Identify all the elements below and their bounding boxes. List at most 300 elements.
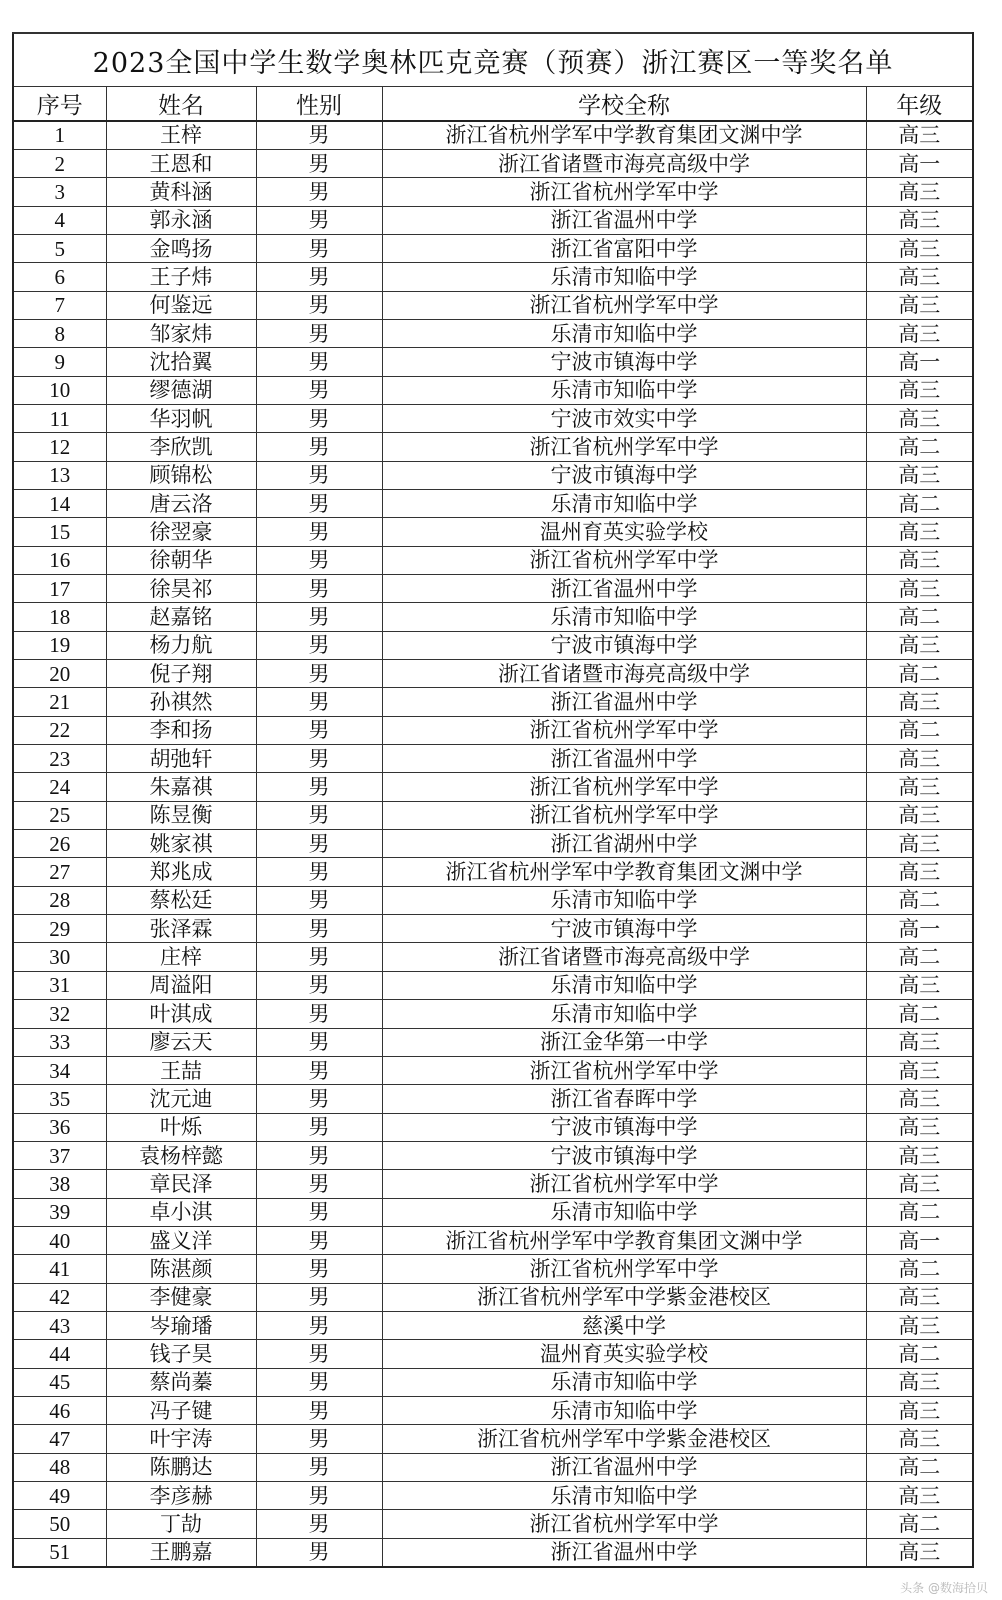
cell-index: 10 xyxy=(13,376,106,404)
cell-name: 卓小淇 xyxy=(106,1198,256,1226)
cell-grade: 高三 xyxy=(866,1538,973,1566)
cell-gender: 男 xyxy=(256,1425,382,1453)
cell-grade: 高三 xyxy=(866,1141,973,1169)
cell-school: 乐清市知临中学 xyxy=(382,319,866,347)
cell-gender: 男 xyxy=(256,404,382,432)
table-row xyxy=(13,830,973,858)
table-row xyxy=(13,688,973,716)
cell-index: 12 xyxy=(13,433,106,461)
cell-gender: 男 xyxy=(256,149,382,177)
cell-school: 宁波市镇海中学 xyxy=(382,461,866,489)
cell-school: 浙江省杭州学军中学 xyxy=(382,1056,866,1084)
cell-grade: 高三 xyxy=(866,1085,973,1113)
cell-school: 宁波市镇海中学 xyxy=(382,348,866,376)
cell-name: 金鸣扬 xyxy=(106,234,256,262)
cell-name: 王喆 xyxy=(106,1056,256,1084)
table-row xyxy=(13,886,973,914)
cell-grade: 高三 xyxy=(866,631,973,659)
cell-grade: 高三 xyxy=(866,1368,973,1396)
cell-grade: 高一 xyxy=(866,1226,973,1254)
table-row xyxy=(13,178,973,206)
cell-gender: 男 xyxy=(256,1538,382,1566)
cell-grade: 高二 xyxy=(866,1340,973,1368)
cell-name: 邹家炜 xyxy=(106,319,256,347)
table-row xyxy=(13,575,973,603)
cell-grade: 高三 xyxy=(866,234,973,262)
cell-index: 27 xyxy=(13,858,106,886)
cell-gender: 男 xyxy=(256,1056,382,1084)
table-row xyxy=(13,1056,973,1084)
cell-school: 浙江金华第一中学 xyxy=(382,1028,866,1056)
cell-school: 浙江省温州中学 xyxy=(382,745,866,773)
cell-school: 浙江省杭州学军中学 xyxy=(382,716,866,744)
table-row xyxy=(13,1311,973,1339)
table-row xyxy=(13,1170,973,1198)
cell-gender: 男 xyxy=(256,1510,382,1538)
cell-school: 浙江省杭州学军中学 xyxy=(382,178,866,206)
cell-school: 浙江省温州中学 xyxy=(382,575,866,603)
cell-index: 3 xyxy=(13,178,106,206)
cell-school: 浙江省杭州学军中学 xyxy=(382,291,866,319)
cell-school: 慈溪中学 xyxy=(382,1311,866,1339)
cell-name: 钱子昊 xyxy=(106,1340,256,1368)
cell-name: 华羽帆 xyxy=(106,404,256,432)
cell-name: 陈湛颜 xyxy=(106,1255,256,1283)
cell-index: 19 xyxy=(13,631,106,659)
table-row xyxy=(13,546,973,574)
cell-name: 唐云洛 xyxy=(106,489,256,517)
col-header-school: 学校全称 xyxy=(382,87,866,122)
cell-name: 廖云天 xyxy=(106,1028,256,1056)
cell-grade: 高三 xyxy=(866,376,973,404)
table-row xyxy=(13,433,973,461)
cell-index: 34 xyxy=(13,1056,106,1084)
cell-name: 蔡松廷 xyxy=(106,886,256,914)
cell-gender: 男 xyxy=(256,660,382,688)
cell-gender: 男 xyxy=(256,1368,382,1396)
cell-gender: 男 xyxy=(256,291,382,319)
cell-school: 宁波市镇海中学 xyxy=(382,631,866,659)
cell-school: 乐清市知临中学 xyxy=(382,263,866,291)
cell-index: 32 xyxy=(13,1000,106,1028)
cell-gender: 男 xyxy=(256,943,382,971)
table-row xyxy=(13,716,973,744)
cell-grade: 高二 xyxy=(866,1198,973,1226)
cell-index: 40 xyxy=(13,1226,106,1254)
cell-school: 乐清市知临中学 xyxy=(382,1396,866,1424)
cell-name: 黄科涵 xyxy=(106,178,256,206)
col-header-grade: 年级 xyxy=(866,87,973,122)
cell-index: 2 xyxy=(13,149,106,177)
cell-name: 庄梓 xyxy=(106,943,256,971)
cell-index: 45 xyxy=(13,1368,106,1396)
cell-grade: 高一 xyxy=(866,149,973,177)
cell-grade: 高三 xyxy=(866,461,973,489)
watermark: 头条 @数海拾贝 xyxy=(900,1581,988,1595)
cell-grade: 高二 xyxy=(866,1510,973,1538)
cell-grade: 高二 xyxy=(866,886,973,914)
cell-index: 6 xyxy=(13,263,106,291)
cell-gender: 男 xyxy=(256,830,382,858)
table-row xyxy=(13,234,973,262)
cell-school: 乐清市知临中学 xyxy=(382,1482,866,1510)
cell-school: 浙江省湖州中学 xyxy=(382,830,866,858)
cell-gender: 男 xyxy=(256,461,382,489)
cell-school: 浙江省杭州学军中学教育集团文渊中学 xyxy=(382,858,866,886)
cell-gender: 男 xyxy=(256,603,382,631)
cell-gender: 男 xyxy=(256,1198,382,1226)
table-row xyxy=(13,1255,973,1283)
cell-school: 浙江省富阳中学 xyxy=(382,234,866,262)
cell-gender: 男 xyxy=(256,858,382,886)
cell-name: 王鹏嘉 xyxy=(106,1538,256,1566)
cell-gender: 男 xyxy=(256,263,382,291)
table-row xyxy=(13,206,973,234)
table-row xyxy=(13,1028,973,1056)
cell-school: 宁波市效实中学 xyxy=(382,404,866,432)
cell-grade: 高三 xyxy=(866,1113,973,1141)
cell-gender: 男 xyxy=(256,1226,382,1254)
table-row xyxy=(13,319,973,347)
cell-name: 胡弛轩 xyxy=(106,745,256,773)
cell-grade: 高三 xyxy=(866,575,973,603)
cell-name: 张泽霖 xyxy=(106,915,256,943)
cell-index: 35 xyxy=(13,1085,106,1113)
cell-index: 5 xyxy=(13,234,106,262)
cell-index: 8 xyxy=(13,319,106,347)
cell-index: 44 xyxy=(13,1340,106,1368)
cell-grade: 高二 xyxy=(866,489,973,517)
table-row xyxy=(13,1226,973,1254)
cell-gender: 男 xyxy=(256,971,382,999)
cell-name: 郭永涵 xyxy=(106,206,256,234)
cell-school: 乐清市知临中学 xyxy=(382,886,866,914)
cell-name: 李和扬 xyxy=(106,716,256,744)
cell-name: 徐朝华 xyxy=(106,546,256,574)
cell-school: 浙江省诸暨市海亮高级中学 xyxy=(382,943,866,971)
cell-gender: 男 xyxy=(256,575,382,603)
cell-name: 倪子翔 xyxy=(106,660,256,688)
cell-index: 43 xyxy=(13,1311,106,1339)
cell-gender: 男 xyxy=(256,1453,382,1481)
cell-index: 20 xyxy=(13,660,106,688)
cell-grade: 高三 xyxy=(866,971,973,999)
cell-name: 沈拾翼 xyxy=(106,348,256,376)
cell-grade: 高三 xyxy=(866,830,973,858)
cell-school: 乐清市知临中学 xyxy=(382,1000,866,1028)
cell-grade: 高三 xyxy=(866,121,973,149)
cell-school: 浙江省杭州学军中学教育集团文渊中学 xyxy=(382,1226,866,1254)
cell-school: 浙江省杭州学军中学 xyxy=(382,1510,866,1538)
cell-index: 25 xyxy=(13,801,106,829)
cell-gender: 男 xyxy=(256,1141,382,1169)
cell-grade: 高三 xyxy=(866,546,973,574)
cell-grade: 高三 xyxy=(866,1283,973,1311)
cell-grade: 高三 xyxy=(866,1396,973,1424)
cell-index: 18 xyxy=(13,603,106,631)
cell-name: 陈鹏达 xyxy=(106,1453,256,1481)
cell-name: 何鉴远 xyxy=(106,291,256,319)
cell-school: 乐清市知临中学 xyxy=(382,971,866,999)
table-row xyxy=(13,121,973,149)
cell-school: 温州育英实验学校 xyxy=(382,1340,866,1368)
cell-school: 浙江省诸暨市海亮高级中学 xyxy=(382,660,866,688)
cell-school: 浙江省杭州学军中学 xyxy=(382,1255,866,1283)
cell-index: 31 xyxy=(13,971,106,999)
table-row xyxy=(13,1340,973,1368)
cell-gender: 男 xyxy=(256,234,382,262)
cell-grade: 高二 xyxy=(866,603,973,631)
cell-index: 48 xyxy=(13,1453,106,1481)
cell-grade: 高三 xyxy=(866,206,973,234)
cell-gender: 男 xyxy=(256,206,382,234)
cell-school: 乐清市知临中学 xyxy=(382,1198,866,1226)
table-row xyxy=(13,1396,973,1424)
cell-index: 42 xyxy=(13,1283,106,1311)
cell-gender: 男 xyxy=(256,631,382,659)
cell-grade: 高三 xyxy=(866,1311,973,1339)
cell-name: 徐翌豪 xyxy=(106,518,256,546)
cell-grade: 高三 xyxy=(866,263,973,291)
cell-gender: 男 xyxy=(256,1396,382,1424)
table-row xyxy=(13,348,973,376)
cell-gender: 男 xyxy=(256,773,382,801)
table-row xyxy=(13,1141,973,1169)
cell-index: 46 xyxy=(13,1396,106,1424)
cell-name: 赵嘉铭 xyxy=(106,603,256,631)
cell-index: 50 xyxy=(13,1510,106,1538)
cell-index: 17 xyxy=(13,575,106,603)
cell-name: 蔡尚蓁 xyxy=(106,1368,256,1396)
table-row xyxy=(13,1425,973,1453)
cell-name: 杨力航 xyxy=(106,631,256,659)
table-row xyxy=(13,1482,973,1510)
title-row xyxy=(13,33,973,87)
cell-gender: 男 xyxy=(256,489,382,517)
table-title: 2023全国中学生数学奥林匹克竞赛（预赛）浙江赛区一等奖名单 xyxy=(13,33,973,87)
table-row xyxy=(13,801,973,829)
cell-index: 11 xyxy=(13,404,106,432)
cell-school: 浙江省温州中学 xyxy=(382,1453,866,1481)
table-row xyxy=(13,1368,973,1396)
cell-index: 49 xyxy=(13,1482,106,1510)
cell-school: 浙江省杭州学军中学 xyxy=(382,546,866,574)
cell-gender: 男 xyxy=(256,1085,382,1113)
cell-name: 叶淇成 xyxy=(106,1000,256,1028)
cell-index: 28 xyxy=(13,886,106,914)
cell-gender: 男 xyxy=(256,1311,382,1339)
cell-grade: 高二 xyxy=(866,1453,973,1481)
cell-gender: 男 xyxy=(256,915,382,943)
cell-name: 李彦赫 xyxy=(106,1482,256,1510)
table-row xyxy=(13,858,973,886)
cell-name: 周溢阳 xyxy=(106,971,256,999)
cell-name: 丁劼 xyxy=(106,1510,256,1538)
col-header-name: 姓名 xyxy=(106,87,256,122)
cell-grade: 高三 xyxy=(866,858,973,886)
cell-index: 24 xyxy=(13,773,106,801)
cell-name: 朱嘉祺 xyxy=(106,773,256,801)
cell-gender: 男 xyxy=(256,1482,382,1510)
cell-index: 21 xyxy=(13,688,106,716)
cell-school: 浙江省春晖中学 xyxy=(382,1085,866,1113)
cell-index: 36 xyxy=(13,1113,106,1141)
cell-index: 9 xyxy=(13,348,106,376)
cell-gender: 男 xyxy=(256,376,382,404)
cell-grade: 高三 xyxy=(866,801,973,829)
cell-name: 王梓 xyxy=(106,121,256,149)
cell-name: 李健豪 xyxy=(106,1283,256,1311)
header-row xyxy=(13,87,973,122)
table-row xyxy=(13,404,973,432)
table-row xyxy=(13,915,973,943)
cell-gender: 男 xyxy=(256,1028,382,1056)
cell-school: 浙江省温州中学 xyxy=(382,206,866,234)
cell-gender: 男 xyxy=(256,886,382,914)
table-row xyxy=(13,291,973,319)
cell-grade: 高三 xyxy=(866,773,973,801)
cell-school: 浙江省诸暨市海亮高级中学 xyxy=(382,149,866,177)
table-row xyxy=(13,518,973,546)
cell-school: 温州育英实验学校 xyxy=(382,518,866,546)
cell-index: 38 xyxy=(13,1170,106,1198)
table-row xyxy=(13,1510,973,1538)
cell-name: 郑兆成 xyxy=(106,858,256,886)
table-row xyxy=(13,149,973,177)
table-row xyxy=(13,631,973,659)
cell-name: 徐昊祁 xyxy=(106,575,256,603)
cell-gender: 男 xyxy=(256,1283,382,1311)
cell-index: 14 xyxy=(13,489,106,517)
cell-school: 乐清市知临中学 xyxy=(382,603,866,631)
cell-name: 冯子键 xyxy=(106,1396,256,1424)
cell-name: 王子炜 xyxy=(106,263,256,291)
cell-grade: 高二 xyxy=(866,1000,973,1028)
cell-grade: 高三 xyxy=(866,1056,973,1084)
table-row xyxy=(13,376,973,404)
table-row xyxy=(13,1000,973,1028)
table-row xyxy=(13,1085,973,1113)
table-row xyxy=(13,1538,973,1566)
cell-school: 浙江省杭州学军中学 xyxy=(382,433,866,461)
cell-school: 宁波市镇海中学 xyxy=(382,1141,866,1169)
cell-index: 26 xyxy=(13,830,106,858)
cell-grade: 高二 xyxy=(866,433,973,461)
table-row xyxy=(13,263,973,291)
award-list-table xyxy=(12,32,974,1568)
cell-name: 袁杨梓懿 xyxy=(106,1141,256,1169)
col-header-index: 序号 xyxy=(13,87,106,122)
table-row xyxy=(13,603,973,631)
table-body xyxy=(13,121,973,1567)
table-row xyxy=(13,660,973,688)
table-row xyxy=(13,1283,973,1311)
cell-school: 乐清市知临中学 xyxy=(382,1368,866,1396)
cell-name: 孙祺然 xyxy=(106,688,256,716)
cell-grade: 高二 xyxy=(866,1255,973,1283)
cell-gender: 男 xyxy=(256,546,382,574)
cell-index: 51 xyxy=(13,1538,106,1566)
cell-gender: 男 xyxy=(256,319,382,347)
cell-grade: 高一 xyxy=(866,915,973,943)
cell-grade: 高三 xyxy=(866,745,973,773)
cell-index: 33 xyxy=(13,1028,106,1056)
cell-index: 30 xyxy=(13,943,106,971)
cell-index: 29 xyxy=(13,915,106,943)
cell-name: 章民泽 xyxy=(106,1170,256,1198)
cell-gender: 男 xyxy=(256,745,382,773)
cell-grade: 高三 xyxy=(866,1170,973,1198)
cell-index: 23 xyxy=(13,745,106,773)
cell-grade: 高三 xyxy=(866,178,973,206)
cell-grade: 高三 xyxy=(866,319,973,347)
cell-grade: 高二 xyxy=(866,943,973,971)
cell-gender: 男 xyxy=(256,1255,382,1283)
cell-school: 浙江省杭州学军中学 xyxy=(382,1170,866,1198)
cell-index: 13 xyxy=(13,461,106,489)
cell-index: 15 xyxy=(13,518,106,546)
table-row xyxy=(13,1453,973,1481)
cell-index: 39 xyxy=(13,1198,106,1226)
cell-gender: 男 xyxy=(256,801,382,829)
cell-gender: 男 xyxy=(256,1170,382,1198)
cell-grade: 高三 xyxy=(866,404,973,432)
cell-name: 岑瑜璠 xyxy=(106,1311,256,1339)
cell-name: 盛义洋 xyxy=(106,1226,256,1254)
cell-name: 王恩和 xyxy=(106,149,256,177)
col-header-gender: 性别 xyxy=(256,87,382,122)
table-row xyxy=(13,1198,973,1226)
cell-gender: 男 xyxy=(256,518,382,546)
cell-school: 宁波市镇海中学 xyxy=(382,1113,866,1141)
cell-school: 乐清市知临中学 xyxy=(382,489,866,517)
cell-gender: 男 xyxy=(256,716,382,744)
cell-gender: 男 xyxy=(256,1340,382,1368)
cell-gender: 男 xyxy=(256,1113,382,1141)
cell-gender: 男 xyxy=(256,688,382,716)
cell-index: 41 xyxy=(13,1255,106,1283)
cell-school: 浙江省杭州学军中学教育集团文渊中学 xyxy=(382,121,866,149)
cell-gender: 男 xyxy=(256,178,382,206)
cell-name: 顾锦松 xyxy=(106,461,256,489)
table-row xyxy=(13,1113,973,1141)
cell-index: 47 xyxy=(13,1425,106,1453)
cell-school: 浙江省杭州学军中学 xyxy=(382,773,866,801)
cell-name: 沈元迪 xyxy=(106,1085,256,1113)
table-row xyxy=(13,461,973,489)
table-row xyxy=(13,971,973,999)
cell-index: 16 xyxy=(13,546,106,574)
cell-name: 叶烁 xyxy=(106,1113,256,1141)
cell-school: 浙江省杭州学军中学紫金港校区 xyxy=(382,1425,866,1453)
cell-index: 37 xyxy=(13,1141,106,1169)
cell-index: 1 xyxy=(13,121,106,149)
cell-index: 4 xyxy=(13,206,106,234)
cell-school: 浙江省温州中学 xyxy=(382,1538,866,1566)
cell-name: 李欣凯 xyxy=(106,433,256,461)
cell-school: 浙江省杭州学军中学紫金港校区 xyxy=(382,1283,866,1311)
table-row xyxy=(13,773,973,801)
cell-school: 乐清市知临中学 xyxy=(382,376,866,404)
cell-grade: 高三 xyxy=(866,1482,973,1510)
cell-name: 叶宇涛 xyxy=(106,1425,256,1453)
cell-gender: 男 xyxy=(256,433,382,461)
cell-grade: 高二 xyxy=(866,716,973,744)
cell-school: 宁波市镇海中学 xyxy=(382,915,866,943)
cell-grade: 高三 xyxy=(866,291,973,319)
cell-name: 陈昱衡 xyxy=(106,801,256,829)
cell-index: 22 xyxy=(13,716,106,744)
